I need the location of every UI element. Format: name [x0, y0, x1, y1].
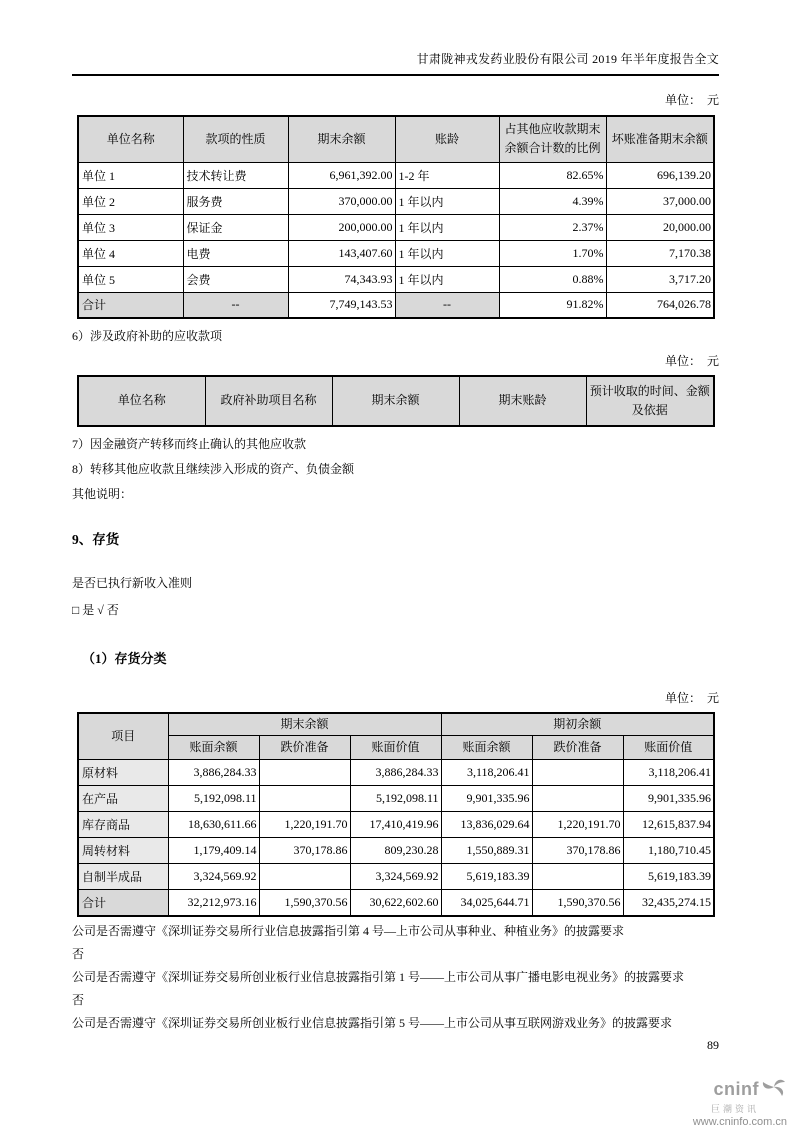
table-cell: 5,192,098.11 — [350, 786, 441, 812]
table-cell: 696,139.20 — [606, 162, 714, 188]
unit-label: 单位： 元 — [664, 354, 719, 368]
note-transferred: 8）转移其他应收款且继续涉入形成的资产、负债金额 — [72, 462, 355, 476]
table-row — [78, 838, 714, 864]
table-header-row — [78, 713, 714, 736]
table-cell: 32,212,973.16 — [168, 890, 259, 916]
table-cell: 74,343.93 — [288, 266, 395, 292]
table-cell: 会费 — [183, 266, 288, 292]
table-header-cell: 预计收取的时间、金额及依据 — [586, 376, 714, 426]
table-header-cell: 坏账准备期末余额 — [606, 116, 714, 162]
table-cell: 服务费 — [183, 188, 288, 214]
table-cell: 1,590,370.56 — [532, 890, 623, 916]
table-row — [78, 188, 714, 214]
table-cell: 4.39% — [499, 188, 606, 214]
compliance-question: 公司是否需遵守《深圳证券交易所创业板行业信息披露指引第 1 号——上市公司从事广播电影电视业务》的披露要求 — [72, 969, 685, 984]
table-cell: 3,118,206.41 — [623, 760, 714, 786]
table-cell: -- — [183, 292, 288, 318]
table-cell: 6,961,392.00 — [288, 162, 395, 188]
table-cell: 周转材料 — [78, 838, 168, 864]
table-cell: 3,324,569.92 — [168, 864, 259, 890]
table-cell: 1,220,191.70 — [532, 812, 623, 838]
table-cell: 370,000.00 — [288, 188, 395, 214]
table-cell: 电费 — [183, 240, 288, 266]
table-cell: 1 年以内 — [395, 214, 499, 240]
table-cell: 单位 2 — [78, 188, 183, 214]
report-title: 甘肃陇神戎发药业股份有限公司 2019 年半年度报告全文 — [72, 50, 719, 76]
table-cell: 3,118,206.41 — [441, 760, 532, 786]
table-cell: 1,220,191.70 — [259, 812, 350, 838]
table-cell: 200,000.00 — [288, 214, 395, 240]
table-cell: 0.88% — [499, 266, 606, 292]
compliance-answer: 否 — [72, 992, 85, 1007]
table-header-row — [78, 116, 714, 162]
cninfo-logo — [693, 1076, 787, 1129]
table-cell: -- — [395, 292, 499, 318]
section-heading-inventory: 9、存货 — [72, 532, 120, 547]
table-cell: 3,886,284.33 — [350, 760, 441, 786]
table-header-cell: 账龄 — [395, 116, 499, 162]
table-cell: 370,178.86 — [259, 838, 350, 864]
table-row — [78, 864, 714, 890]
table-cell — [259, 786, 350, 812]
table-row — [78, 214, 714, 240]
inventory-table — [77, 712, 715, 917]
table-cell — [259, 760, 350, 786]
table-cell: 在产品 — [78, 786, 168, 812]
page-number: 89 — [707, 1038, 719, 1052]
unit-label: 单位： 元 — [664, 691, 719, 705]
table-cell: 9,901,335.96 — [441, 786, 532, 812]
table-header-cell: 款项的性质 — [183, 116, 288, 162]
table-cell: 单位 3 — [78, 214, 183, 240]
table-row — [78, 266, 714, 292]
table-cell: 13,836,029.64 — [441, 812, 532, 838]
table-cell: 1,180,710.45 — [623, 838, 714, 864]
compliance-question: 公司是否需遵守《深圳证券交易所创业板行业信息披露指引第 5 号——上市公司从事互联网游戏业务》的披露要求 — [72, 1015, 673, 1030]
table-header-cell: 跌价准备 — [259, 736, 350, 760]
table-cell: 3,886,284.33 — [168, 760, 259, 786]
table-header-cell: 期末余额 — [332, 376, 459, 426]
table-row — [78, 786, 714, 812]
table-cell: 3,324,569.92 — [350, 864, 441, 890]
table-cell: 2.37% — [499, 214, 606, 240]
table-header-cell: 期初余额 — [441, 713, 714, 736]
table-cell: 1 年以内 — [395, 188, 499, 214]
table-cell: 单位 5 — [78, 266, 183, 292]
cninfo-swirl-icon — [761, 1076, 787, 1105]
table-cell: 34,025,644.71 — [441, 890, 532, 916]
checkbox-answer: □ 是 √ 否 — [72, 603, 119, 617]
table-cell: 合计 — [78, 292, 183, 318]
table-cell: 37,000.00 — [606, 188, 714, 214]
table-row — [78, 760, 714, 786]
table-header-cell: 跌价准备 — [532, 736, 623, 760]
note-derecognized: 7）因金融资产转移而终止确认的其他应收款 — [72, 437, 307, 451]
table-row — [78, 812, 714, 838]
table-cell: 3,717.20 — [606, 266, 714, 292]
compliance-question: 公司是否需遵守《深圳证券交易所行业信息披露指引第 4 号—上市公司从事种业、种植业务》的披露要求 — [72, 923, 625, 938]
table-cell: 单位 1 — [78, 162, 183, 188]
table-cell: 1-2 年 — [395, 162, 499, 188]
table-cell: 1.70% — [499, 240, 606, 266]
table-cell: 7,749,143.53 — [288, 292, 395, 318]
other-receivables-table — [77, 115, 715, 319]
table-cell: 12,615,837.94 — [623, 812, 714, 838]
table-cell: 30,622,602.60 — [350, 890, 441, 916]
table-cell: 1,550,889.31 — [441, 838, 532, 864]
table-cell: 17,410,419.96 — [350, 812, 441, 838]
table-cell: 20,000.00 — [606, 214, 714, 240]
gov-subsidy-receivables-table — [77, 375, 715, 427]
unit-label: 单位： 元 — [664, 93, 719, 107]
table-cell — [532, 864, 623, 890]
table-cell — [259, 864, 350, 890]
table-total-row — [78, 890, 714, 916]
table-cell: 库存商品 — [78, 812, 168, 838]
table-cell: 自制半成品 — [78, 864, 168, 890]
table-header-cell: 项目 — [78, 713, 168, 760]
compliance-answer: 否 — [72, 946, 85, 961]
note-other: 其他说明： — [72, 487, 133, 501]
table-cell: 764,026.78 — [606, 292, 714, 318]
table-cell: 1,179,409.14 — [168, 838, 259, 864]
table-cell: 32,435,274.15 — [623, 890, 714, 916]
table-cell: 1 年以内 — [395, 266, 499, 292]
table-cell: 7,170.38 — [606, 240, 714, 266]
table-header-cell: 期末余额 — [288, 116, 395, 162]
table-header-row — [78, 376, 714, 426]
table-cell: 91.82% — [499, 292, 606, 318]
table-cell: 技术转让费 — [183, 162, 288, 188]
table-header-cell: 单位名称 — [78, 116, 183, 162]
table-header-cell: 账面价值 — [350, 736, 441, 760]
table-row — [78, 162, 714, 188]
table-cell: 18,630,611.66 — [168, 812, 259, 838]
table-cell: 9,901,335.96 — [623, 786, 714, 812]
table-cell: 保证金 — [183, 214, 288, 240]
table-header-cell: 账面价值 — [623, 736, 714, 760]
table-cell: 合计 — [78, 890, 168, 916]
cninfo-chinese-name: 巨潮资讯 — [710, 1103, 759, 1114]
table-header-cell: 账面余额 — [441, 736, 532, 760]
table-cell — [532, 786, 623, 812]
table-cell: 370,178.86 — [532, 838, 623, 864]
table-header-cell: 期末账龄 — [459, 376, 586, 426]
table-cell: 82.65% — [499, 162, 606, 188]
table-cell: 5,619,183.39 — [441, 864, 532, 890]
note-gov-subsidy: 6）涉及政府补助的应收款项 — [72, 329, 223, 343]
table-cell: 5,192,098.11 — [168, 786, 259, 812]
table-header-cell: 占其他应收款期末余额合计数的比例 — [499, 116, 606, 162]
table-cell: 原材料 — [78, 760, 168, 786]
table-cell: 5,619,183.39 — [623, 864, 714, 890]
subsection-heading-inventory-class: （1）存货分类 — [82, 651, 167, 666]
table-header-cell: 账面余额 — [168, 736, 259, 760]
table-cell: 1 年以内 — [395, 240, 499, 266]
table-cell — [532, 760, 623, 786]
table-header-row — [78, 736, 714, 760]
table-row — [78, 240, 714, 266]
table-header-cell: 政府补助项目名称 — [205, 376, 332, 426]
table-cell: 1,590,370.56 — [259, 890, 350, 916]
table-cell: 809,230.28 — [350, 838, 441, 864]
table-cell: 单位 4 — [78, 240, 183, 266]
table-header-cell: 期末余额 — [168, 713, 441, 736]
table-header-cell: 单位名称 — [78, 376, 205, 426]
cninfo-brand-text: cninf — [713, 1079, 759, 1100]
cninfo-url: www.cninfo.com.cn — [692, 1116, 787, 1129]
new-revenue-standard-question: 是否已执行新收入准则 — [72, 576, 193, 590]
table-cell: 143,407.60 — [288, 240, 395, 266]
table-total-row — [78, 292, 714, 318]
